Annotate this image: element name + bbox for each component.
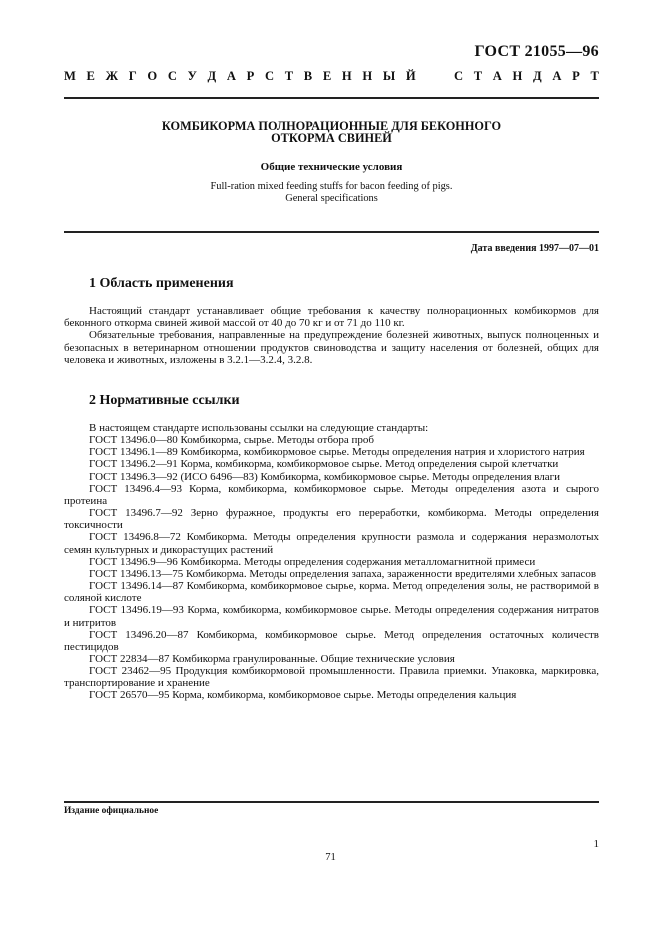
top-rule <box>64 97 599 99</box>
reference-item: ГОСТ 13496.14—87 Комбикорма, комбикормовое сырье, корма. Метод определения золы, не растворимой в соляной кислоте <box>64 580 599 605</box>
english-title-line-2: General specifications <box>285 193 378 204</box>
reference-item: ГОСТ 23462—95 Продукция комбикормовой промышленности. Правила приемки. Упаковка, маркировка, транспортирование и хранение <box>64 665 599 690</box>
section-1-paragraph-1: Настоящий стандарт устанавливает общие требования к качеству полнорационных комбикормов для беконного откорма свиней живой массой от 40 до 70 кг и от 71 до 110 кг. <box>64 305 599 330</box>
header-letter: У <box>187 69 197 83</box>
header-letter: Ы <box>382 69 396 83</box>
title-line-1: КОМБИКОРМА ПОЛНОРАЦИОННЫЕ ДЛЯ БЕКОННОГО <box>161 119 502 133</box>
document-code: ГОСТ 21055—96 <box>474 43 599 60</box>
header-letter: Е <box>322 69 332 83</box>
reference-item: ГОСТ 26570—95 Корма, комбикорма, комбикормовое сырье. Методы определения кальция <box>89 689 517 702</box>
header-letter <box>440 69 443 84</box>
reference-item: ГОСТ 13496.8—72 Комбикорма. Методы определения крупности размола и содержания неразмолотых семян культурных и дикорастущих растений <box>64 531 599 556</box>
reference-item: ГОСТ 13496.9—96 Комбикорма. Методы определения содержания металломагнитной примеси <box>89 555 536 568</box>
reference-item: ГОСТ 13496.3—92 (ИСО 6496—83) Комбикорма, комбикормовое сырье. Методы определения влаги <box>89 470 561 483</box>
header-letter: М <box>64 69 76 83</box>
header-letter: Д <box>532 69 542 83</box>
title-rule <box>64 231 599 233</box>
introduction-date: Дата введения 1997—07—01 <box>470 243 599 254</box>
reference-item: ГОСТ 13496.2—91 Корма, комбикорма, комбикормовое сырье. Метод определения сырой клетчатки <box>89 458 559 471</box>
section-2-body <box>64 422 599 702</box>
reference-item: ГОСТ 13496.1—89 Комбикорма, комбикормовое сырье. Методы определения натрия и хлористого натрия <box>89 446 585 459</box>
title-line-2: ОТКОРМА СВИНЕЙ <box>271 131 392 145</box>
standard-header <box>64 69 599 84</box>
header-letter: Д <box>207 69 217 83</box>
header-letter: А <box>492 69 502 83</box>
reference-item: ГОСТ 13496.13—75 Комбикорма. Методы определения запаха, зараженности вредителями хлебных запасов <box>89 567 597 580</box>
section-1-heading: 1 Область применения <box>89 276 234 291</box>
english-title <box>64 181 599 205</box>
section-2-intro: В настоящем стандарте использованы ссылки на следующие стандарты: <box>89 422 429 434</box>
document-subtitle: Общие технические условия <box>260 161 403 173</box>
header-letter: Т <box>473 69 483 83</box>
header-letter: С <box>167 69 177 83</box>
reference-item: ГОСТ 13496.0—80 Комбикорма, сырье. Методы отбора проб <box>89 434 375 447</box>
section-2-heading: 2 Нормативные ссылки <box>89 393 240 408</box>
header-letter: Й <box>405 69 416 83</box>
page-number: 71 <box>325 852 336 863</box>
header-letter: Ж <box>105 69 119 83</box>
header-letter: С <box>453 69 464 83</box>
header-letter: Р <box>246 69 255 83</box>
header-letter: Е <box>86 69 95 83</box>
header-letter: Т <box>590 69 599 83</box>
document-title <box>64 120 599 144</box>
reference-item: ГОСТ 13496.4—93 Корма, комбикорма, комбикормовое сырье. Методы определения азота и сырого протеина <box>64 482 599 507</box>
header-letter: Р <box>572 69 580 83</box>
header-letter: Т <box>284 69 294 83</box>
sheet-number: 1 <box>593 838 599 850</box>
section-1-body <box>64 305 599 366</box>
header-letter: Н <box>341 69 352 83</box>
reference-item: ГОСТ 22834—87 Комбикорма гранулированные. Общие технические условия <box>89 652 455 665</box>
header-letter: Г <box>128 69 137 83</box>
section-1-paragraph-2: Обязательные требования, направленные на предупреждение болезней животных, выпуск полноценных и безопасных в ветеринарном отношении продуктов свиноводства и защиту населения от болезней, общих для человека и животных, изложены в 3.2.1—3.2.4, 3.2.8. <box>64 329 599 366</box>
header-letter: А <box>226 69 236 83</box>
reference-item: ГОСТ 13496.20—87 Комбикорма, комбикормовое сырье. Метод определения остаточных количеств пестицидов <box>64 628 599 653</box>
header-letter: О <box>147 69 158 83</box>
header-letter: Н <box>512 69 523 83</box>
header-letter: А <box>552 69 562 83</box>
header-letter: В <box>303 69 313 83</box>
header-letter: Н <box>362 69 373 83</box>
header-letter <box>426 69 429 84</box>
reference-item: ГОСТ 13496.19—93 Корма, комбикорма, комбикормовое сырье. Методы определения содержания нитратов и нитритов <box>64 604 599 629</box>
header-letter: С <box>264 69 275 83</box>
bottom-rule <box>64 801 599 803</box>
english-title-line-1: Full-ration mixed feeding stuffs for bacon feeding of pigs. <box>210 181 453 192</box>
official-edition-note: Издание официальное <box>64 806 159 816</box>
reference-item: ГОСТ 13496.7—92 Зерно фуражное, продукты его переработки, комбикорма. Методы определения токсичности <box>64 507 599 532</box>
